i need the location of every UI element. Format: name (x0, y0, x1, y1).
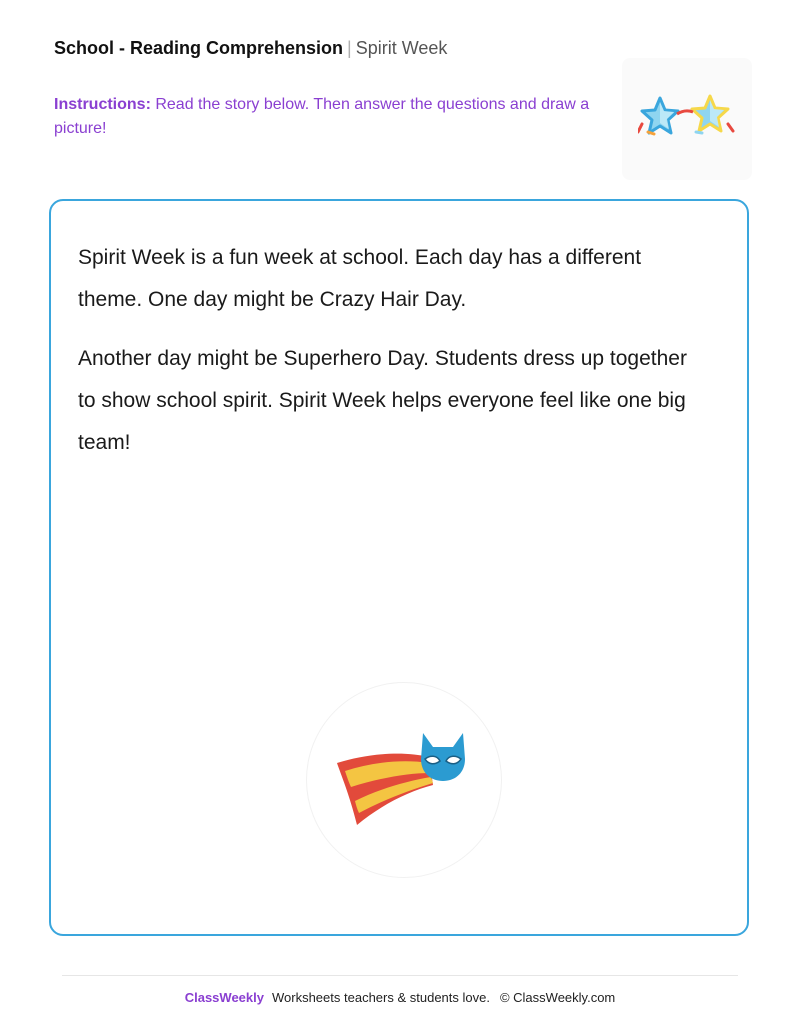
title-separator: | (347, 38, 352, 58)
footer (0, 989, 800, 1007)
page-title (54, 36, 447, 60)
superhero-illustration (306, 682, 502, 878)
story-paragraph: Spirit Week is a fun week at school. Each day has a different theme. One day might be Crazy Hair Day. (78, 246, 642, 311)
story-card (49, 199, 749, 936)
star-sunglasses-icon (638, 94, 738, 142)
worksheet-subject: School - Reading Comprehension (54, 38, 344, 58)
footer-tagline: Worksheets teachers & students love. (271, 990, 490, 1005)
footer-divider (62, 975, 738, 976)
superhero-mask-cape-icon (329, 729, 469, 829)
header-image (622, 58, 752, 180)
instructions-label: Instructions: (54, 96, 151, 113)
footer-brand: ClassWeekly (184, 990, 264, 1005)
footer-copyright: © ClassWeekly.com (499, 990, 616, 1005)
story-paragraph: Another day might be Superhero Day. Students dress up together to show school spirit. Spirit Week helps everyone feel like one big team! (78, 347, 687, 454)
instructions (54, 93, 614, 141)
worksheet-topic: Spirit Week (355, 38, 448, 58)
instructions-text: Read the story below. Then answer the questions and draw a picture! (54, 96, 590, 137)
